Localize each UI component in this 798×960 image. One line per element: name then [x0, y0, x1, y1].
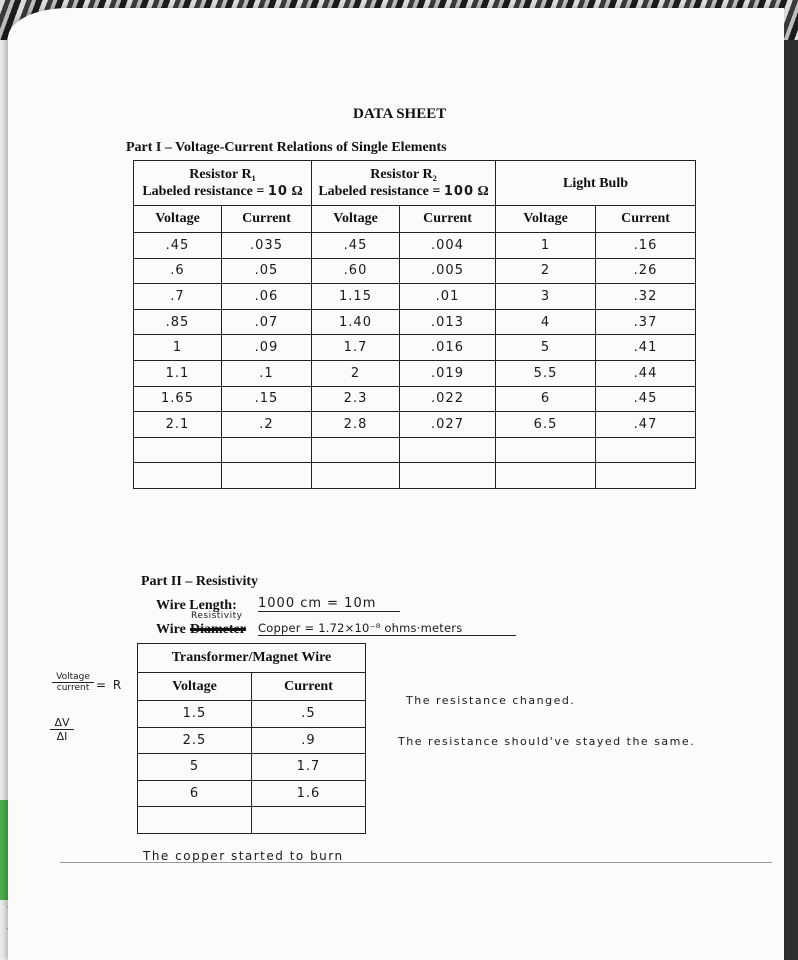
table-cell — [252, 807, 366, 834]
table-cell: 6 — [496, 386, 596, 412]
note-resistance-changed: The resistance changed. — [406, 694, 576, 707]
margin-delta-numerator: ΔV — [50, 716, 74, 730]
table-cell: 5 — [496, 335, 596, 361]
bulb-header — [496, 161, 696, 206]
table-cell: 1.15 — [312, 284, 400, 310]
table-row — [134, 335, 696, 361]
r2-unit: Ω — [477, 184, 489, 199]
table-cell — [134, 437, 222, 463]
part1-heading: Part I – Voltage-Current Relations of Single Elements — [126, 140, 447, 155]
part1-table — [133, 160, 696, 489]
table-row — [134, 309, 696, 335]
table-row — [138, 727, 366, 754]
crossed-out-word: Diameter — [190, 622, 246, 637]
table-cell: 1 — [496, 233, 596, 259]
r2-label: Labeled resistance = — [318, 184, 441, 199]
table-row — [134, 437, 696, 463]
table-cell: .41 — [596, 335, 696, 361]
table-cell: 4 — [496, 309, 596, 335]
table-cell: .05 — [222, 258, 312, 284]
r1-current-header: Current — [222, 206, 312, 233]
table-cell: .60 — [312, 258, 400, 284]
table-cell: .45 — [134, 233, 222, 259]
table-cell: .1 — [222, 360, 312, 386]
table-cell: .45 — [596, 386, 696, 412]
table-cell: .5 — [252, 701, 366, 728]
table-row — [138, 701, 366, 728]
wire-voltage-header: Voltage — [138, 673, 252, 701]
table-cell — [400, 437, 496, 463]
page-title: DATA SHEET — [353, 106, 447, 122]
table-cell — [496, 437, 596, 463]
table-row — [134, 258, 696, 284]
table-cell: .44 — [596, 360, 696, 386]
table-cell: 1.6 — [252, 780, 366, 807]
table-cell: 1.40 — [312, 309, 400, 335]
wire-current-header: Current — [252, 673, 366, 701]
table-row — [134, 360, 696, 386]
note-resistance-should: The resistance should've stayed the same. — [398, 735, 696, 748]
table-cell: 5.5 — [496, 360, 596, 386]
table-row — [134, 284, 696, 310]
table-cell: .85 — [134, 309, 222, 335]
table-cell: .013 — [400, 309, 496, 335]
table-cell: .035 — [222, 233, 312, 259]
table-cell — [312, 437, 400, 463]
table-cell: 2.3 — [312, 386, 400, 412]
r2-name: Resistor R₂ — [370, 167, 437, 182]
wire-label: Wire — [156, 622, 186, 637]
table-row — [134, 412, 696, 438]
table-cell: .45 — [312, 233, 400, 259]
note-copper-burn: The copper started to burn — [143, 849, 344, 863]
table-cell: 1.5 — [138, 701, 252, 728]
r1-name: Resistor R₁ — [189, 167, 256, 182]
part2-table — [137, 643, 366, 834]
table-cell: .005 — [400, 258, 496, 284]
table-cell: 3 — [496, 284, 596, 310]
table-row — [138, 754, 366, 781]
table-row — [138, 807, 366, 834]
table-cell — [222, 463, 312, 489]
table-cell: 1.7 — [252, 754, 366, 781]
part2-heading: Part II – Resistivity — [141, 574, 259, 589]
table-cell: .47 — [596, 412, 696, 438]
wire-length-label: Wire Length: — [156, 598, 237, 613]
table-cell: .37 — [596, 309, 696, 335]
table-cell: 6.5 — [496, 412, 596, 438]
table-cell — [496, 463, 596, 489]
table-cell: .01 — [400, 284, 496, 310]
table-cell: 2 — [496, 258, 596, 284]
table-cell: .6 — [134, 258, 222, 284]
table-cell — [596, 437, 696, 463]
r2-value: 100 — [443, 184, 474, 199]
table-cell: 1.1 — [134, 360, 222, 386]
table-cell — [134, 463, 222, 489]
table-row — [138, 780, 366, 807]
table-cell: .2 — [222, 412, 312, 438]
r1-header — [134, 161, 312, 206]
table-row — [134, 463, 696, 489]
bulb-voltage-header: Voltage — [496, 206, 596, 233]
table-cell: 1.7 — [312, 335, 400, 361]
bulb-name: Light Bulb — [563, 175, 629, 191]
margin-delta-denominator: ΔI — [56, 730, 68, 743]
wire-value: Copper = 1.72×10⁻⁸ ohms·meters — [258, 621, 516, 636]
bulb-current-header: Current — [596, 206, 696, 233]
table-cell: .9 — [252, 727, 366, 754]
r2-voltage-header: Voltage — [312, 206, 400, 233]
wire-length-value: 1000 cm = 10m — [258, 596, 400, 612]
r1-value: 10 — [267, 184, 288, 199]
magnet-wire-header: Transformer/Magnet Wire — [138, 644, 366, 673]
table-cell: .016 — [400, 335, 496, 361]
table-cell: .7 — [134, 284, 222, 310]
table-cell: .32 — [596, 284, 696, 310]
part2-table-body — [138, 701, 366, 834]
table-cell: 2.1 — [134, 412, 222, 438]
margin-formula-denominator: current — [56, 683, 90, 693]
table-cell — [596, 463, 696, 489]
table-cell — [138, 807, 252, 834]
table-cell — [222, 437, 312, 463]
table-cell: 1.65 — [134, 386, 222, 412]
table-cell: 6 — [138, 780, 252, 807]
margin-formula-numerator: Voltage — [52, 672, 94, 683]
table-cell: .06 — [222, 284, 312, 310]
table-cell — [312, 463, 400, 489]
table-cell: .019 — [400, 360, 496, 386]
r2-current-header: Current — [400, 206, 496, 233]
part1-table-body — [134, 233, 696, 489]
r1-label: Labeled resistance = — [142, 184, 265, 199]
table-cell: .09 — [222, 335, 312, 361]
table-cell: 5 — [138, 754, 252, 781]
table-row — [134, 233, 696, 259]
table-cell: .022 — [400, 386, 496, 412]
table-cell: .16 — [596, 233, 696, 259]
page-fold-line — [60, 862, 772, 863]
table-cell: 2.5 — [138, 727, 252, 754]
table-cell: .26 — [596, 258, 696, 284]
table-cell: 2.8 — [312, 412, 400, 438]
inserted-word: Resistivity — [191, 611, 243, 621]
table-cell: 1 — [134, 335, 222, 361]
r1-voltage-header: Voltage — [134, 206, 222, 233]
r2-header — [312, 161, 496, 206]
table-cell: 2 — [312, 360, 400, 386]
table-row — [134, 386, 696, 412]
margin-formula — [52, 672, 94, 693]
r1-unit: Ω — [291, 184, 303, 199]
table-cell: .07 — [222, 309, 312, 335]
table-cell: .027 — [400, 412, 496, 438]
table-cell — [400, 463, 496, 489]
margin-formula-result: = R — [96, 678, 123, 692]
margin-delta-formula — [50, 716, 74, 743]
table-cell: .15 — [222, 386, 312, 412]
table-cell: .004 — [400, 233, 496, 259]
